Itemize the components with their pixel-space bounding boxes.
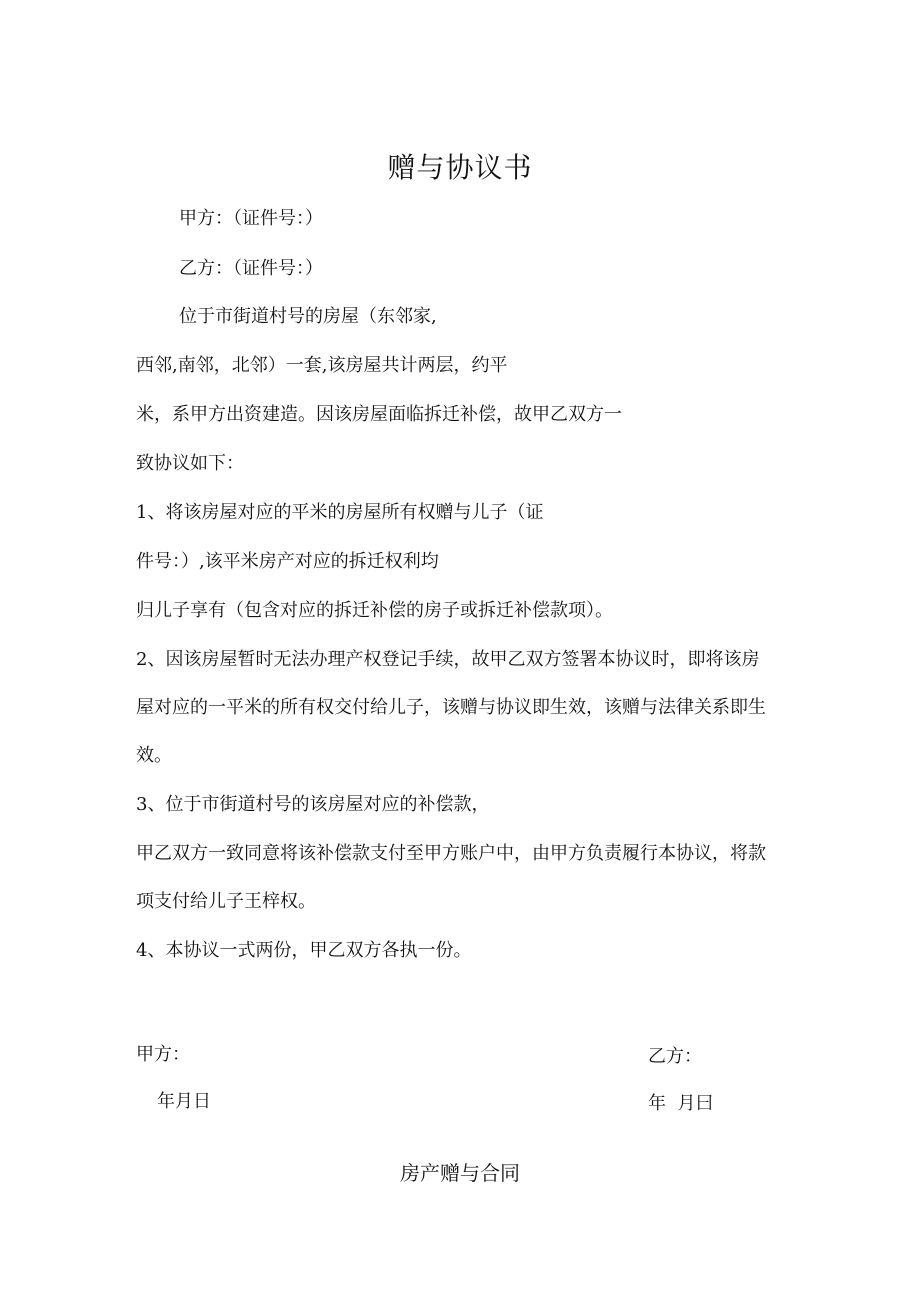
clause-2-line-2: 屋对应的一平米的所有权交付给儿子，该赠与协议即生效，该赠与法律关系即生 (136, 697, 766, 718)
party-b-signature-label: 乙方： (648, 1046, 702, 1067)
party-a-date: 年月日 (157, 1091, 211, 1112)
intro-line-1: 位于市街道村号的房屋（东邻家, (179, 306, 437, 327)
party-b-date: 年 月曰 (648, 1093, 714, 1114)
party-a-line: 甲方：（证件号：） (179, 208, 323, 229)
clause-1-line-3: 归儿子享有（包含对应的拆迁补偿的房子或拆迁补偿款项）。 (136, 600, 613, 621)
clause-4-line-1: 4、本协议一式两份，甲乙双方各执一份。 (136, 940, 472, 961)
clause-2-line-1: 2、因该房屋暂时无法办理产权登记手续，故甲乙双方签署本协议时，即将该房 (136, 649, 760, 670)
clause-3-line-1: 3、位于市街道村号的该房屋对应的补偿款， (136, 794, 490, 815)
clause-3-line-3: 项支付给儿子王梓权。 (136, 891, 316, 912)
intro-line-3: 米，系甲方出资建造。因该房屋面临拆迁补偿，故甲乙双方一 (136, 404, 622, 425)
intro-line-4: 致协议如下： (136, 453, 244, 474)
clause-1-line-2: 件号：）,该平米房产对应的拆迁权利均 (136, 551, 439, 572)
next-document-title: 房产赠与合同 (400, 1161, 520, 1185)
party-a-signature-label: 甲方： (136, 1044, 190, 1065)
clause-3-line-2: 甲乙双方一致同意将该补偿款支付至甲方账户中，由甲方负责履行本协议，将款 (136, 843, 766, 864)
intro-line-2: 西邻,南邻，北邻）一套,该房屋共计两层，约平 (136, 355, 508, 376)
clause-2-line-3: 效。 (136, 745, 172, 766)
clause-1-line-1: 1、将该房屋对应的平米的房屋所有权赠与儿子（证 (136, 502, 544, 523)
party-b-line: 乙方：（证件号：） (179, 258, 323, 279)
document-title: 赠与协议书 (387, 151, 533, 184)
